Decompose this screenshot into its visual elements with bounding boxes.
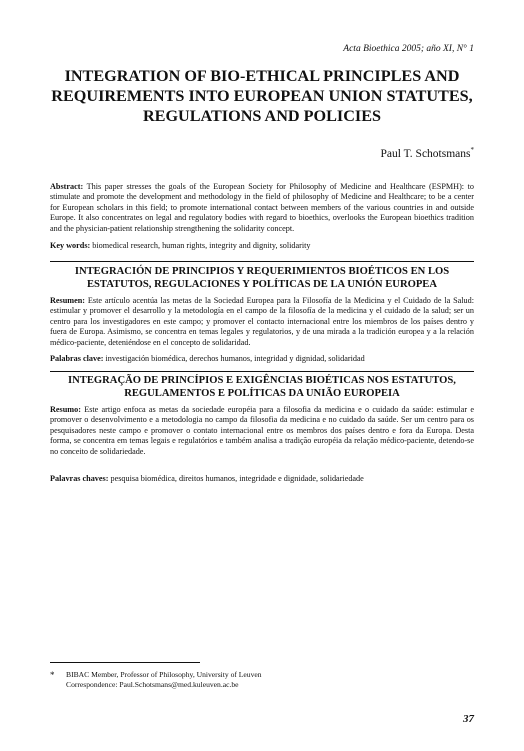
portuguese-keywords-text: pesquisa biomédica, direitos humanos, integridade e dignidade, solidariedade xyxy=(110,474,364,483)
portuguese-keywords xyxy=(50,474,474,484)
footnote-correspondence: Correspondence: Paul.Schotsmans@med.kuleuven.ac.be xyxy=(66,680,239,689)
spanish-keywords-label: Palabras clave: xyxy=(50,354,104,363)
english-keywords-label: Key words: xyxy=(50,241,91,250)
journal-header: Acta Bioethica 2005; año XI, N° 1 xyxy=(343,44,474,54)
english-abstract xyxy=(50,182,474,234)
portuguese-title: INTEGRAÇÃO DE PRINCÍPIOS E EXIGÊNCIAS BIOÉTICAS NOS ESTATUTOS, REGULAMENTOS E POLÍTICAS DA UNIÃO EUROPEIA xyxy=(68,375,456,399)
author-name: Paul T. Schotsmans xyxy=(380,147,471,160)
section-divider xyxy=(50,371,474,372)
spanish-keywords-text: investigación biomédica, derechos humanos, integridad y dignidad, solidaridad xyxy=(105,354,365,363)
footnote-text xyxy=(66,670,262,690)
english-abstract-label: Abstract: xyxy=(50,182,84,191)
spanish-abstract xyxy=(50,296,474,348)
english-abstract-text: This paper stresses the goals of the European Society for Philosophy of Medicine and Healthcare (ESPMH): to stimulate and promote the development and methodology in the field of philosophy of Medicine and Healthcare; to be a center for European scholars in this field; to promote international contact between members of the various countries in and outside Europe. It also concentrates on legal and regulatory bodies with regard to bioethics, overlooks the European bioethics tradition and the physician-patient relationship strengthening the solidarity concept. xyxy=(50,182,474,233)
english-keywords xyxy=(50,241,474,251)
portuguese-keywords-label: Palavras chaves: xyxy=(50,474,109,483)
page-number: 37 xyxy=(463,713,474,725)
portuguese-abstract-text: Este artigo enfoca as metas da sociedade européia para a filosofia da medicina e o cuidado da saúde: estimular e promover o desenvolvimento e a metodologia no campo da filosofia da medicina e no cuidado da saúde. Ser um centro para os pesquisadores neste campo e promover o contato internacional entre os membros dos países dentro e fora da Europa. Desta forma, se concentra em temas legais e regulatórios e também analisa a tradição européia da relação médico-paciente, detendo-se no conceito de solidariedade. xyxy=(50,405,474,456)
section-divider xyxy=(50,261,474,262)
portuguese-abstract xyxy=(50,405,474,457)
portuguese-abstract-label: Resumo: xyxy=(50,405,81,414)
footnote-affiliation: BIBAC Member, Professor of Philosophy, University of Leuven xyxy=(66,670,262,679)
footnote-divider xyxy=(50,662,200,663)
spanish-keywords xyxy=(50,354,474,364)
author-footnote-mark: * xyxy=(470,146,474,154)
spanish-abstract-text: Este artículo acentúa las metas de la Sociedad Europea para la Filosofía de la Medicina y el Cuidado de la Salud: estimular y promover el desarrollo y la metodología en el campo de la filosofía de la medicina y el cuidado de la salud; ser un centro para los investigadores en este campo; y promover el contacto internacional entre los miembros de los países dentro y fuera de Europa. Asimismo, se concentra en temas legales y regulatorios, y de una mirada a la tradición europea y a la relación médico-paciente, deteniéndose en el concepto de solidaridad. xyxy=(50,296,475,347)
spanish-title: INTEGRACIÓN DE PRINCIPIOS Y REQUERIMIENTOS BIOÉTICOS EN LOS ESTATUTOS, REGULACIONES Y POLÍTICAS DE LA UNIÓN EUROPEA xyxy=(74,266,450,290)
paper-title: INTEGRATION OF BIO-ETHICAL PRINCIPLES AND REQUIREMENTS INTO EUROPEAN UNION STATUTES, REGULATIONS AND POLICIES xyxy=(51,67,473,125)
english-keywords-text: biomedical research, human rights, integrity and dignity, solidarity xyxy=(92,241,311,250)
footnote-mark: * xyxy=(50,670,55,680)
author-line xyxy=(381,146,474,160)
spanish-abstract-label: Resumen: xyxy=(50,296,86,305)
